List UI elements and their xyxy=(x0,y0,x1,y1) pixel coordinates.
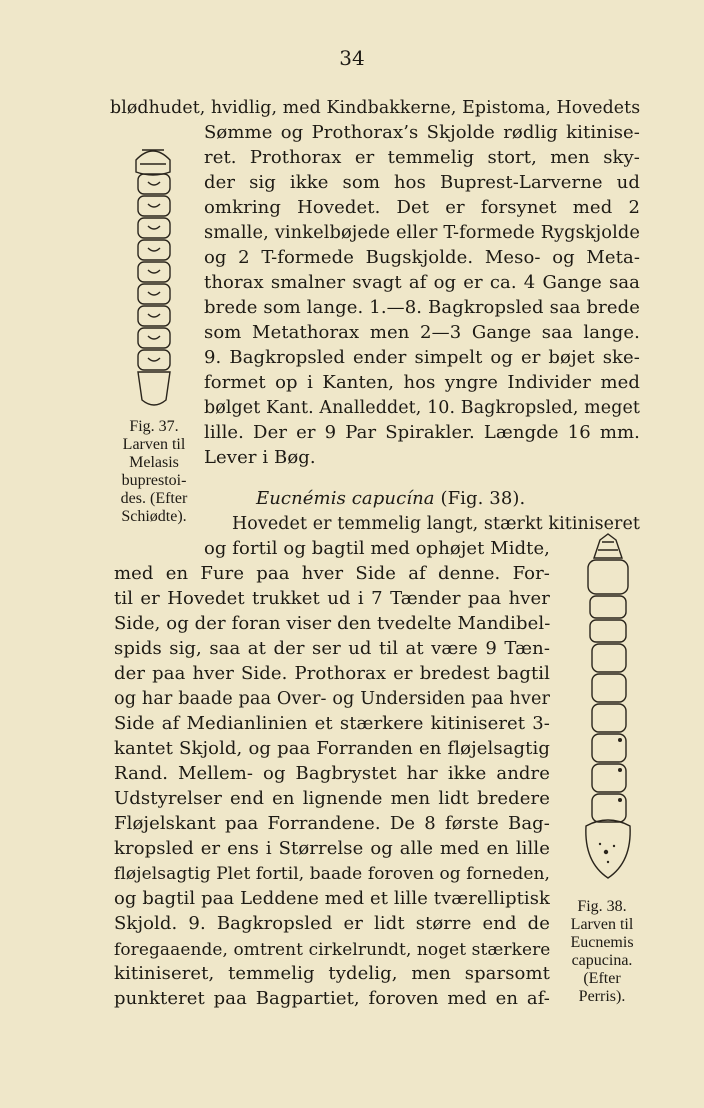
caption-line: Larven til xyxy=(122,436,186,453)
body-line: Udstyrelser end en lignende men lidt bredere xyxy=(114,788,550,809)
caption-line: Fig. 37. xyxy=(129,418,179,435)
body-line: Side, og der foran viser den tvedelte Mandibel- xyxy=(114,613,551,634)
body-line: kropsled er ens i Størrelse og alle med en lille xyxy=(114,838,550,859)
caption-line: (Efter xyxy=(583,970,621,987)
body-line: og har baade paa Over- og Undersiden paa hver xyxy=(114,689,550,709)
body-line: fløjelsagtig Plet fortil, baade foroven og forneden, xyxy=(114,864,551,884)
body-line: kantet Skjold, og paa Forranden en fløjelsagtig xyxy=(114,738,550,759)
figure-37-caption xyxy=(106,418,202,526)
body-line: Skjold. 9. Bagkropsled er lidt større end de xyxy=(114,913,550,934)
body-line: Sømme og Prothorax’s Skjolde rødlig kitinise- xyxy=(204,122,640,143)
caption-line: buprestoi- xyxy=(121,472,187,489)
body-line: Side af Medianlinien et stærkere kitiniseret 3- xyxy=(114,713,550,734)
body-line: formet op i Kanten, hos yngre Individer med xyxy=(204,372,640,393)
caption-line: des. (Efter xyxy=(120,490,188,507)
larva-37-segments xyxy=(136,150,170,405)
body-line: kitiniseret, temmelig tydelig, men sparsomt xyxy=(114,963,550,984)
body-line: og fortil og bagtil med ophøjet Midte, xyxy=(204,538,550,559)
caption-line: capucina. xyxy=(571,952,633,969)
figure-37-larva-illustration xyxy=(118,142,188,414)
body-line: bølget Kant. Analleddet, 10. Bagkropsled, meget xyxy=(204,398,640,418)
body-line: Fløjelskant paa Forrandene. De 8 første Bag- xyxy=(114,813,550,834)
body-line: Lever i Bøg. xyxy=(204,447,316,468)
body-line: foregaaende, omtrent cirkelrundt, noget stærkere xyxy=(114,939,551,959)
body-line: med en Fure paa hver Side af denne. For- xyxy=(114,563,550,584)
figure-38-larva-illustration xyxy=(572,532,644,890)
species-name: Eucnémis capucína xyxy=(256,488,435,509)
body-line: og 2 T-formede Bugskjolde. Meso- og Meta- xyxy=(204,247,640,268)
body-line: Hovedet er temmelig langt, stærkt kitiniseret xyxy=(232,514,640,534)
body-line: ret. Prothorax er temmelig stort, men sky- xyxy=(204,147,640,168)
caption-line: Melasis xyxy=(129,454,179,471)
body-line: punkteret paa Bagpartiet, foroven med en af- xyxy=(114,988,550,1009)
larva-38-segments xyxy=(586,534,630,878)
body-line: lille. Der er 9 Par Spirakler. Længde 16 mm. xyxy=(204,422,640,443)
caption-line: Perris). xyxy=(578,988,626,1005)
body-line: blødhudet, hvidlig, med Kindbakkerne, Epistoma, Hovedets xyxy=(110,98,641,118)
body-line: brede som lange. 1.—8. Bagkropsled saa brede xyxy=(204,297,640,318)
body-line: til er Hovedet trukket ud i 7 Tænder paa hver xyxy=(114,588,550,609)
figure-38-caption xyxy=(556,898,648,1006)
body-line: som Metathorax men 2—3 Gange saa lange. xyxy=(204,322,640,343)
body-line: spids sig, saa at der ser ud til at være 9 Tæn- xyxy=(114,638,550,659)
body-line: thorax smalner svagt af og er ca. 4 Gange saa xyxy=(204,272,640,293)
caption-line: Larven til xyxy=(570,916,634,933)
body-line: og bagtil paa Leddene med et lille tværelliptisk xyxy=(114,888,550,909)
caption-line: Eucnemis xyxy=(570,934,634,951)
body-line: smalle, vinkelbøjede eller T-formede Rygskjolde xyxy=(204,222,640,243)
body-line: omkring Hovedet. Det er forsynet med 2 xyxy=(204,197,640,218)
body-line: Rand. Mellem- og Bagbrystet har ikke andre xyxy=(114,763,550,784)
page-number: 34 xyxy=(339,46,365,70)
caption-line: Fig. 38. xyxy=(577,898,627,915)
figure-reference: (Fig. 38). xyxy=(440,488,526,509)
body-line: der sig ikke som hos Buprest-Larverne ud xyxy=(204,172,640,193)
section-subheading xyxy=(256,487,525,511)
body-line: 9. Bagkropsled ender simpelt og er bøjet ske- xyxy=(204,347,640,368)
body-line: der paa hver Side. Prothorax er bredest bagtil xyxy=(114,663,550,684)
caption-line: Schiødte). xyxy=(121,508,187,525)
